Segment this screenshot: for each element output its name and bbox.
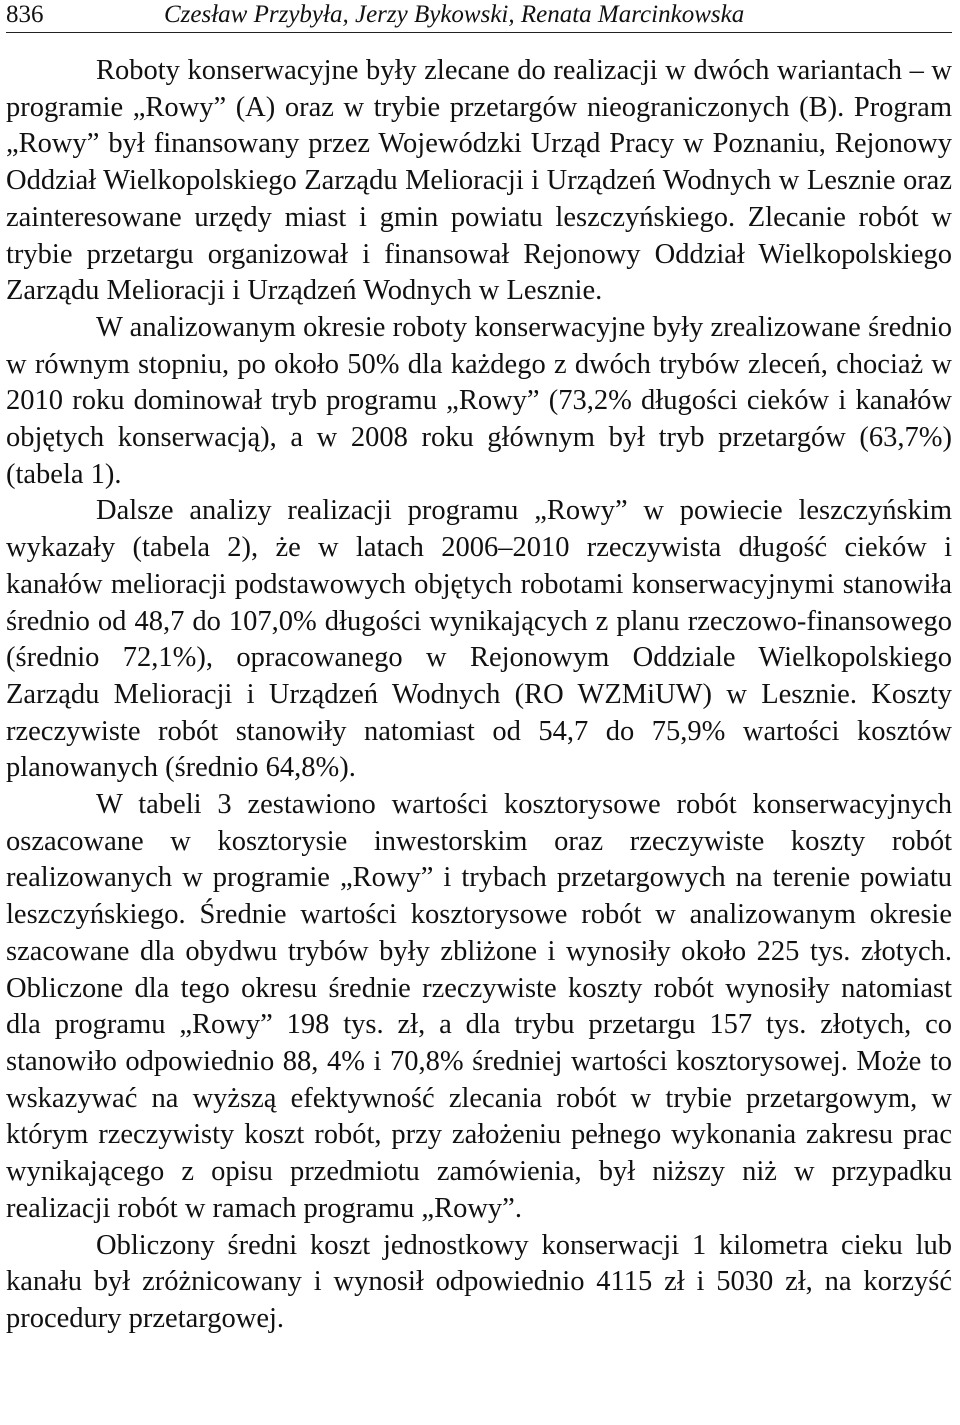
body-text <box>6 53 952 1338</box>
paragraph-4: W tabeli 3 zestawiono wartości kosztorysowe robót konserwacyjnych oszacowane w kosztorysie inwestorskim oraz rzeczywiste koszty robót realizowanych w programie „Rowy” i trybach przetargowych na terenie powiatu leszczyńskiego. Średnie wartości kosztorysowe robót w analizowanym okresie szacowane dla obydwu trybów były zbliżone i wynosiły około 225 tys. złotych. Obliczone dla tego okresu średnie rzeczywiste koszty robót wynosiły natomiast dla programu „Rowy” 198 tys. zł, a dla trybu przetargu 157 tys. złotych, co stanowiło odpowiednio 88, 4% i 70,8% średniej wartości kosztorysowej. Może to wskazywać na wyższą efektywność zlecania robót w trybie przetargowym, w którym rzeczywisty koszt robót, przy założeniu pełnego wykonania zakresu prac wynikającego z opisu przedmiotu zamówienia, był niższy niż w przypadku realizacji robót w ramach programu „Rowy”. <box>6 789 952 1224</box>
page-number: 836 <box>6 1 44 28</box>
paragraph-3: Dalsze analizy realizacji programu „Rowy” w powiecie leszczyńskim wykazały (tabela 2), że w latach 2006–2010 rzeczywista długość cieków i kanałów melioracji podstawowych objętych robotami konserwacyjnymi stanowiła średnio od 48,7 do 107,0% długości wynikających z planu rzeczowo-finansowego (średnio 72,1%), opracowanego w Rejonowym Oddziale Wielkopolskiego Zarządu Melioracji i Urządzeń Wodnych (RO WZMiUW) w Lesznie. Koszty rzeczywiste robót stanowiły natomiast od 54,7 do 75,9% wartości kosztów planowanych (średnio 64,8%). <box>6 495 952 784</box>
paragraph-2: W analizowanym okresie roboty konserwacyjne były zrealizowane średnio w równym stopniu, po około 50% dla każdego z dwóch trybów zleceń, chociaż w 2010 roku dominował tryb programu „Rowy” (73,2% długości cieków i kanałów objętych konserwacją), a w 2008 roku głównym był tryb przetargów (63,7%) (tabela 1). <box>6 311 952 490</box>
running-header <box>6 0 952 33</box>
paragraph-5: Obliczony średni koszt jednostkowy konserwacji 1 kilometra cieku lub kanału był zróżnicowany i wynosił odpowiednio 4115 zł i 5030 zł, na korzyść procedury przetargowej. <box>6 1229 952 1334</box>
header-authors: Czesław Przybyła, Jerzy Bykowski, Renata Marcinkowska <box>164 1 745 28</box>
paragraph-1: Roboty konserwacyjne były zlecane do realizacji w dwóch wariantach – w programie „Rowy” (A) oraz w trybie przetargów nieograniczonych (B). Program „Rowy” był finansowany przez Wojewódzki Urząd Pracy w Poznaniu, Rejonowy Oddział Wielkopolskiego Zarządu Melioracji i Urządzeń Wodnych w Lesznie oraz zainteresowane urzędy miast i gmin powiatu leszczyńskiego. Zlecanie robót w trybie przetargu organizował i finansował Rejonowy Oddział Wielkopolskiego Zarządu Melioracji i Urządzeń Wodnych w Lesznie. <box>6 55 952 307</box>
